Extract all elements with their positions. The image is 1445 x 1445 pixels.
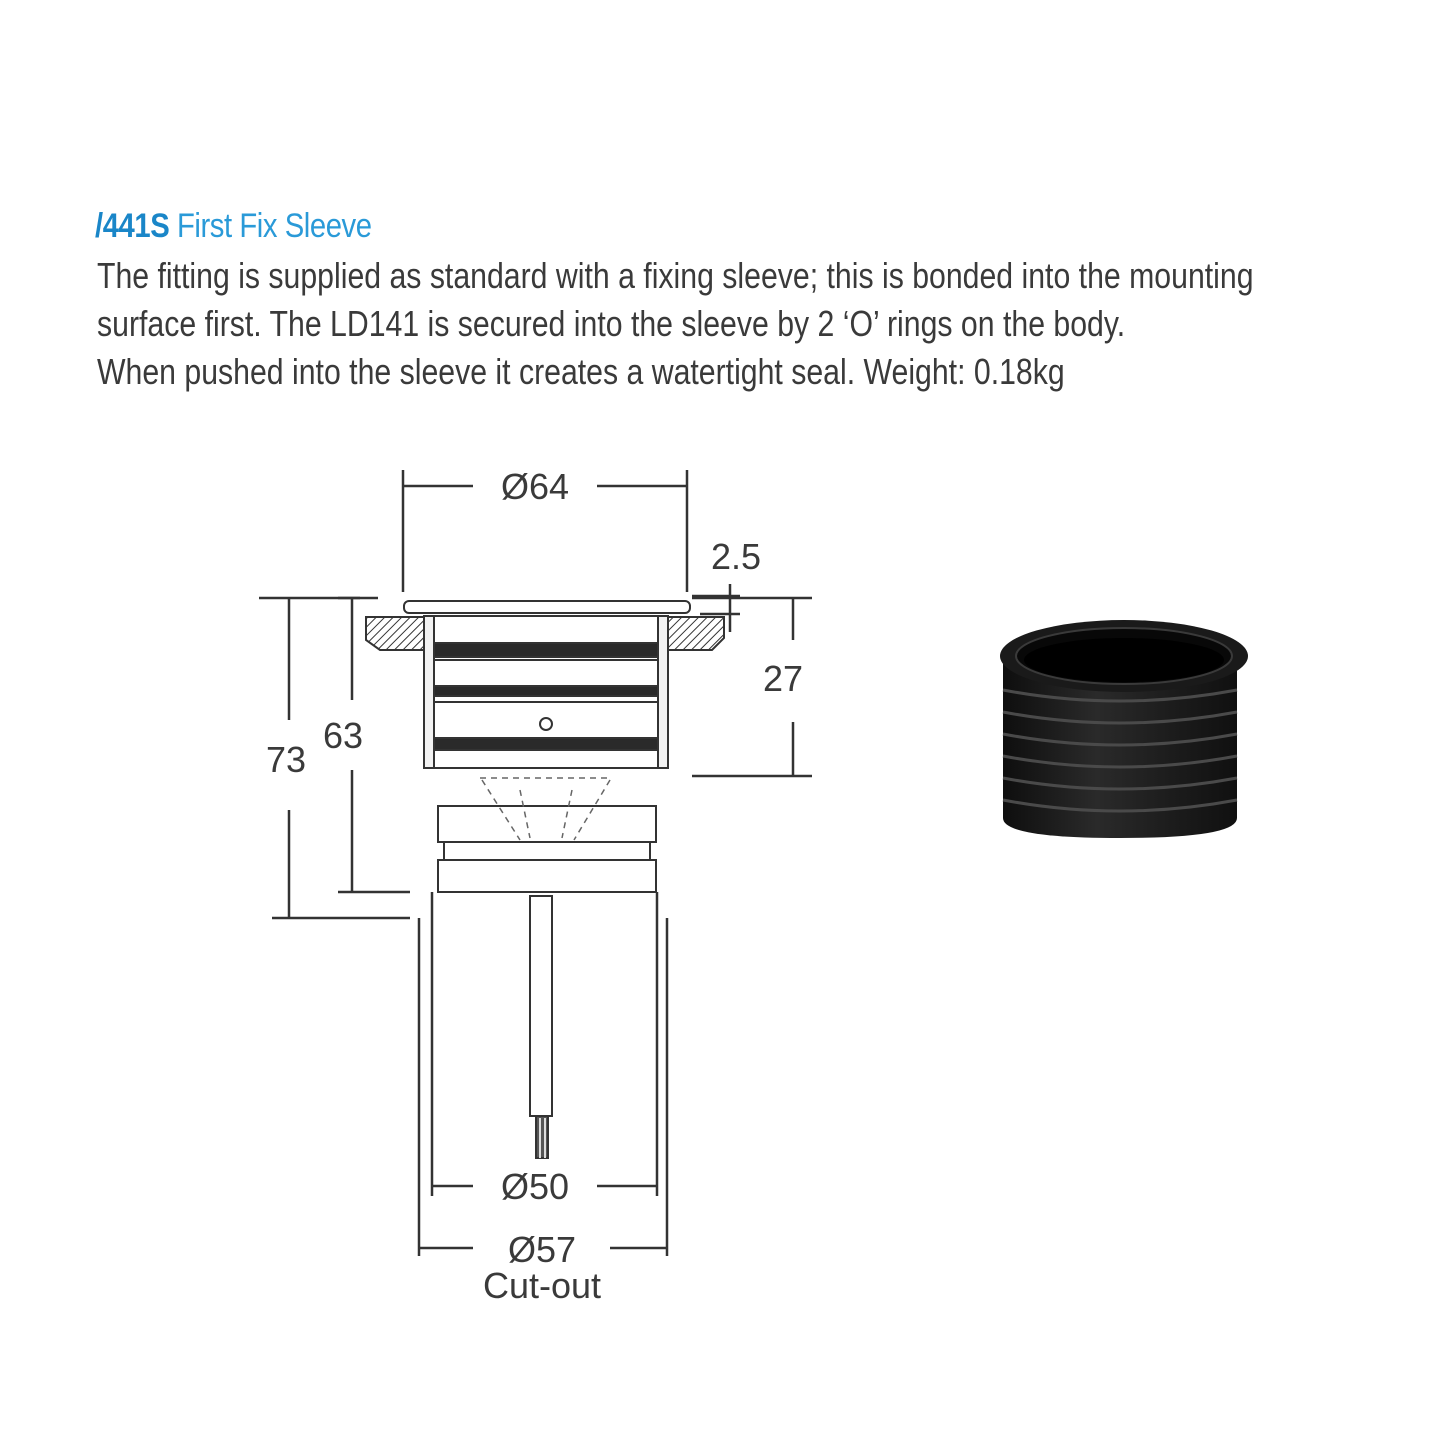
description-line: When pushed into the sleeve it creates a watertight seal. Weight: 0.18kg <box>97 351 1065 392</box>
sleeve-image <box>1000 620 1248 838</box>
dim-cutout-diameter: Ø57 <box>507 1229 577 1270</box>
dim-total-height: 73 <box>265 739 307 780</box>
product-code: /441S <box>95 207 170 245</box>
product-title: First Fix Sleeve <box>176 207 372 245</box>
dim-bottom-diameter: Ø50 <box>500 1166 570 1207</box>
dim-flange: 2.5 <box>710 536 762 577</box>
dim-cutout-label: Cut-out <box>482 1265 602 1306</box>
description-line: surface first. The LD141 is secured into the sleeve by 2 ‘O’ rings on the body. <box>97 303 1126 344</box>
dim-sleeve-depth: 27 <box>762 658 804 699</box>
dim-body-height: 63 <box>322 715 364 756</box>
description-line: The fitting is supplied as standard with a fixing sleeve; this is bonded into the mounting <box>97 255 1254 296</box>
dim-top-diameter: Ø64 <box>500 466 570 507</box>
